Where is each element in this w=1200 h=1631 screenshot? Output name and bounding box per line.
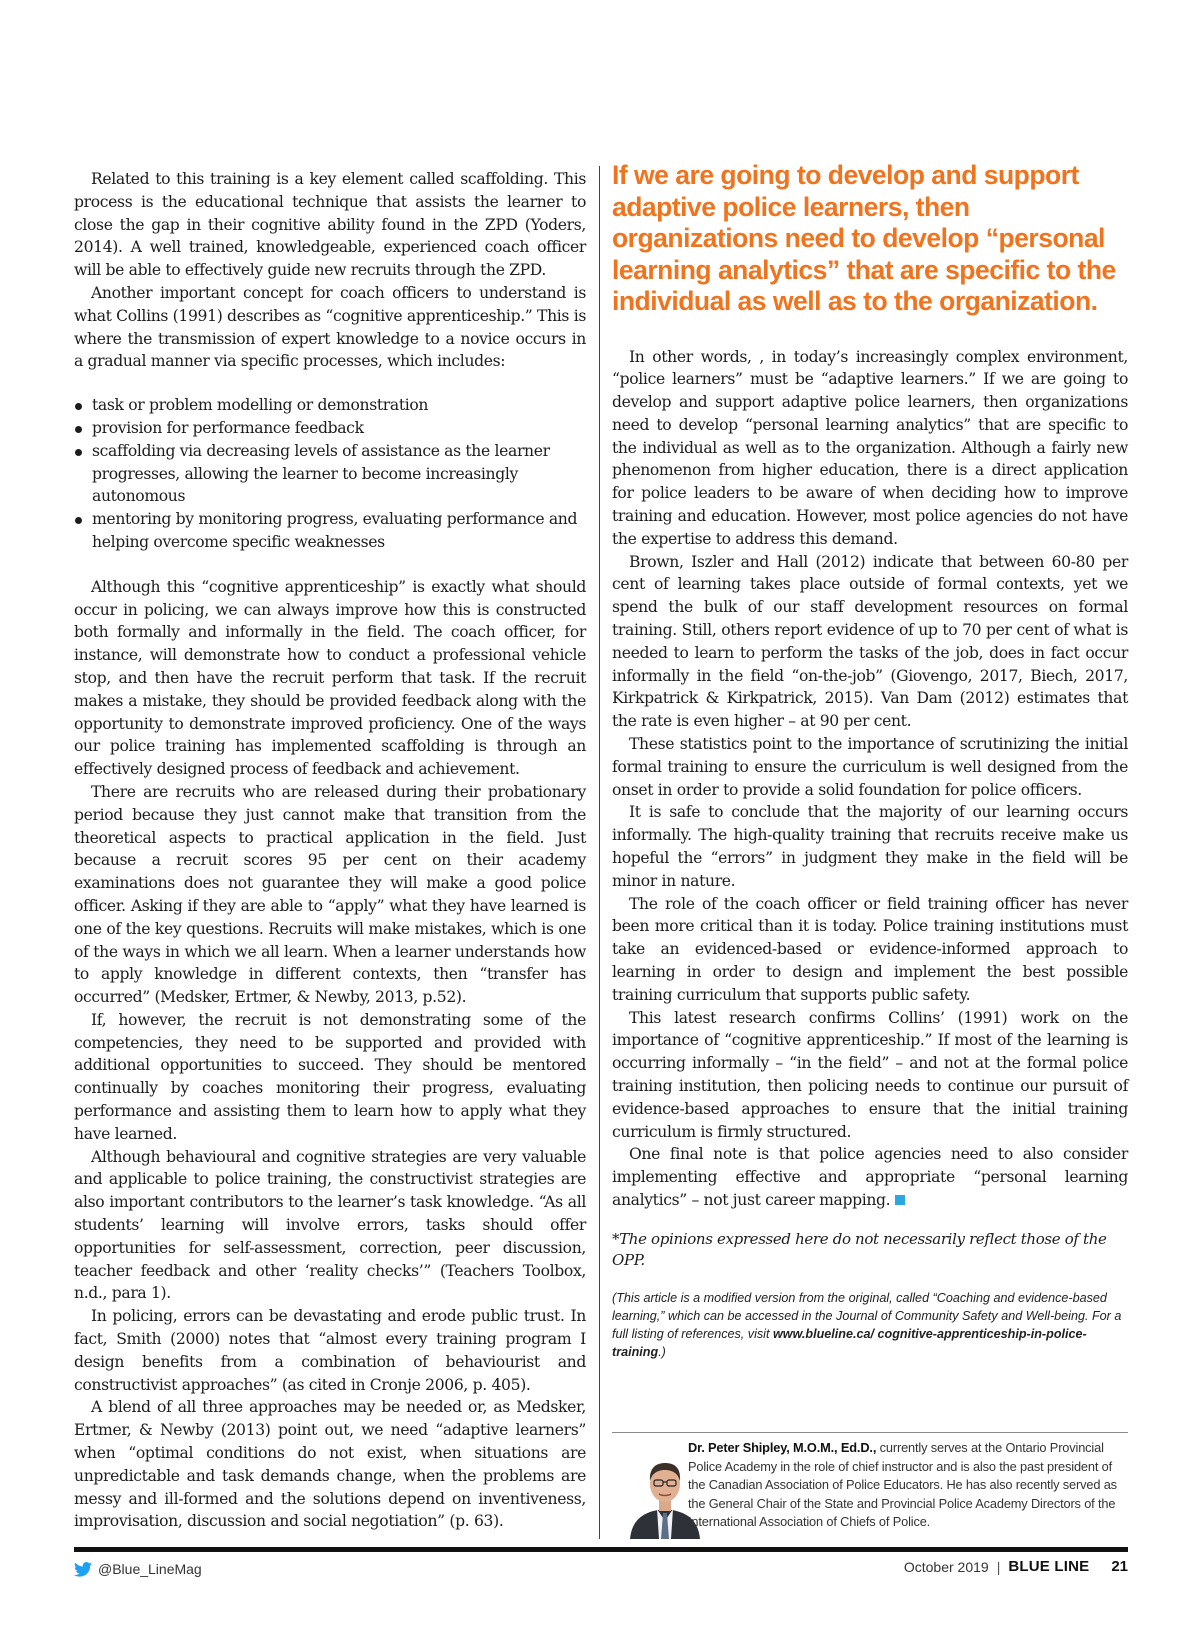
- paragraph: If, however, the recruit is not demonstrating some of the competencies, they need to be supported and provided with additional opportunities to succeed. They should be mentored continually by coaches monitoring their progress, evaluating performance and assisting them to learn how to apply what they have learned.: [74, 1010, 586, 1143]
- bullet-item: scaffolding via decreasing levels of assistance as the learner progresses, allowing the learner to become increasingly autonomous: [74, 440, 586, 508]
- article-note: [612, 1289, 1128, 1361]
- paragraph: It is safe to conclude that the majority of our learning occurs informally. The high-quality training that recruits receive make us hopeful the “errors” in judgment they make in the field will be minor in nature.: [612, 803, 1128, 890]
- paragraph-final: [612, 1143, 1128, 1211]
- twitter-handle[interactable]: @Blue_LineMag: [98, 1561, 202, 1577]
- bullet-list: [74, 394, 586, 554]
- bullet-item: task or problem modelling or demonstration: [74, 394, 586, 417]
- end-of-article-icon: [895, 1195, 905, 1205]
- paragraph: There are recruits who are released during their probationary period because they just cannot make that transition from the theoretical aspects to practical application in the field. Just because a recruit scores 95 per cent on their academy examinations does not guarantee they will make a good police officer. Asking if they are able to “apply” what they have learned is one of the key questions. Recruits will make mistakes, which is one of the ways in which we all learn. When a learner understands how to apply knowledge in different contexts, then “transfer has occurred” (Medsker, Ertmer, & Newby, 2013, p.52).: [74, 782, 586, 1007]
- note-end: .): [658, 1344, 666, 1359]
- paragraph: This latest research confirms Collins’ (1991) work on the importance of “cognitive apprenticeship.” If most of the learning is occurring informally – “in the field” – and not at the formal police training institution, then policing needs to continue our pursuit of evidence-based approaches to ensure that the initial training curriculum is firmly structured.: [612, 1008, 1128, 1141]
- disclaimer: *The opinions expressed here do not necessarily reflect those of the OPP.: [612, 1229, 1107, 1269]
- reference-link[interactable]: www.blueline.ca/ cognitive-apprenticeship-in-police-training: [612, 1326, 1087, 1359]
- column-divider: [599, 166, 600, 1539]
- pull-quote: If we are going to develop and support adaptive police learners, then organizations need to develop “personal learning analytics” that are specific to the individual as well as to the organization.: [612, 160, 1116, 316]
- footer-rule: [74, 1547, 1128, 1552]
- paragraph: Related to this training is a key element called scaffolding. This process is the educational technique that assists the learner to close the gap in their cognitive ability found in the ZPD (Yoders, 2014). A well trained, knowledgeable, experienced coach officer will be able to effectively guide new recruits through the ZPD.: [74, 170, 586, 280]
- bio-description: currently serves at the Ontario Provincial Police Academy in the role of chief instructor and is also the past president of the Canadian Association of Police Educators. He has also recently served as the General Chair of the State and Provincial Police Academy Directors of the International Association of Chiefs of Police.: [688, 1440, 1117, 1529]
- final-text: One final note is that police agencies need to also consider implementing effective and appropriate “personal learning analytics” – not just career mapping.: [612, 1145, 1128, 1209]
- publication-name: BLUE LINE: [1008, 1558, 1090, 1575]
- paragraph: Although this “cognitive apprenticeship” is exactly what should occur in policing, we can always improve how this is constructed both formally and informally in the field. The coach officer, for instance, will demonstrate how to conduct a professional vehicle stop, and then have the recruit perform that task. If the recruit makes a mistake, they should be provided feedback along with the opportunity to demonstrate improved proficiency. One of the ways our police training has implemented scaffolding is through an effectively designed process of feedback and achievement.: [74, 577, 586, 779]
- bullet-item: provision for performance feedback: [74, 417, 586, 440]
- paragraph: In other words, , in today’s increasingly complex environment, “police learners” must be “adaptive learners.” If we are going to develop and support adaptive police learners, then organizations need to develop “personal learning analytics” that are specific to the individual as well as to the organization. Although a fairly new phenomenon from higher education, there is a direct application for police leaders to be aware of when deciding how to improve training and education. However, most police agencies do not have the expertise to address this demand.: [612, 347, 1128, 548]
- right-column: [612, 160, 1128, 1361]
- paragraph: These statistics point to the importance of scrutinizing the initial formal training to ensure the curriculum is well designed from the onset in order to provide a solid foundation for police officers.: [612, 735, 1128, 799]
- right-body: [612, 346, 1128, 1212]
- paragraph: A blend of all three approaches may be needed or, as Medsker, Ertmer, & Newby (2013) point out, we need “adaptive learners” when “optimal conditions do not exist, when situations are unpredictable and task demands change, when the problems are messy and ill-formed and the solutions depend on inventiveness, improvisation, discussion and social negotiation” (p. 63).: [74, 1398, 586, 1531]
- footer-social: [74, 1561, 202, 1577]
- author-bio: [612, 1432, 1128, 1539]
- author-name: Dr. Peter Shipley, M.O.M., Ed.D.,: [688, 1440, 877, 1455]
- bio-text: [688, 1439, 1128, 1532]
- paragraph: Another important concept for coach officers to understand is what Collins (1991) describes as “cognitive apprenticeship.” This is where the transmission of expert knowledge to a novice occurs in a gradual manner via specific processes, which includes:: [74, 283, 586, 371]
- page-number: 21: [1111, 1558, 1128, 1575]
- paragraph: In policing, errors can be devastating and erode public trust. In fact, Smith (2000) notes that “almost every training program I design benefits from a combination of behaviourist and constructivist approaches” (as cited in Cronje 2006, p. 405).: [74, 1307, 586, 1394]
- footer-separator: |: [996, 1558, 1001, 1575]
- bullet-item: mentoring by monitoring progress, evaluating performance and helping overcome specific weaknesses: [74, 508, 586, 554]
- paragraph: Brown, Iszler and Hall (2012) indicate that between 60-80 per cent of learning takes place outside of formal contexts, yet we spend the bulk of our staff development resources on formal training. Still, others report evidence of up to 70 per cent of what is needed to learn to perform the tasks of the job, does in fact occur informally in the field “on-the-job” (Giovengo, 2017, Biech, 2017, Kirkpatrick & Kirkpatrick, 2015). Van Dam (2012) estimates that the rate is even higher – at 90 per cent.: [612, 552, 1128, 731]
- paragraph: Although behavioural and cognitive strategies are very valuable and applicable to police training, the constructivist strategies are also important contributors to the learner’s task knowledge. “As all students’ learning will involve errors, tasks should offer opportunities for self-assessment, correction, peer discussion, teacher feedback and other ‘reality checks’” (Teachers Toolbox, n.d., para 1).: [74, 1147, 586, 1303]
- issue-date: October 2019: [903, 1558, 989, 1575]
- footer-info: [904, 1558, 1128, 1575]
- left-column: [74, 168, 586, 1533]
- paragraph: The role of the coach officer or field training officer has never been more critical than it is today. Police training institutions must take an evidenced-based or evidence-informed approach to learning in order to design and implement the best possible training curriculum that supports public safety.: [612, 894, 1128, 1004]
- twitter-icon[interactable]: [74, 1562, 92, 1577]
- note-text: (This article is a modified version from the original, called “Coaching and evidence-based learning,” which can be accessed in the Journal of Community Safety and Well-being. For a full listing of references, visit: [612, 1290, 1122, 1341]
